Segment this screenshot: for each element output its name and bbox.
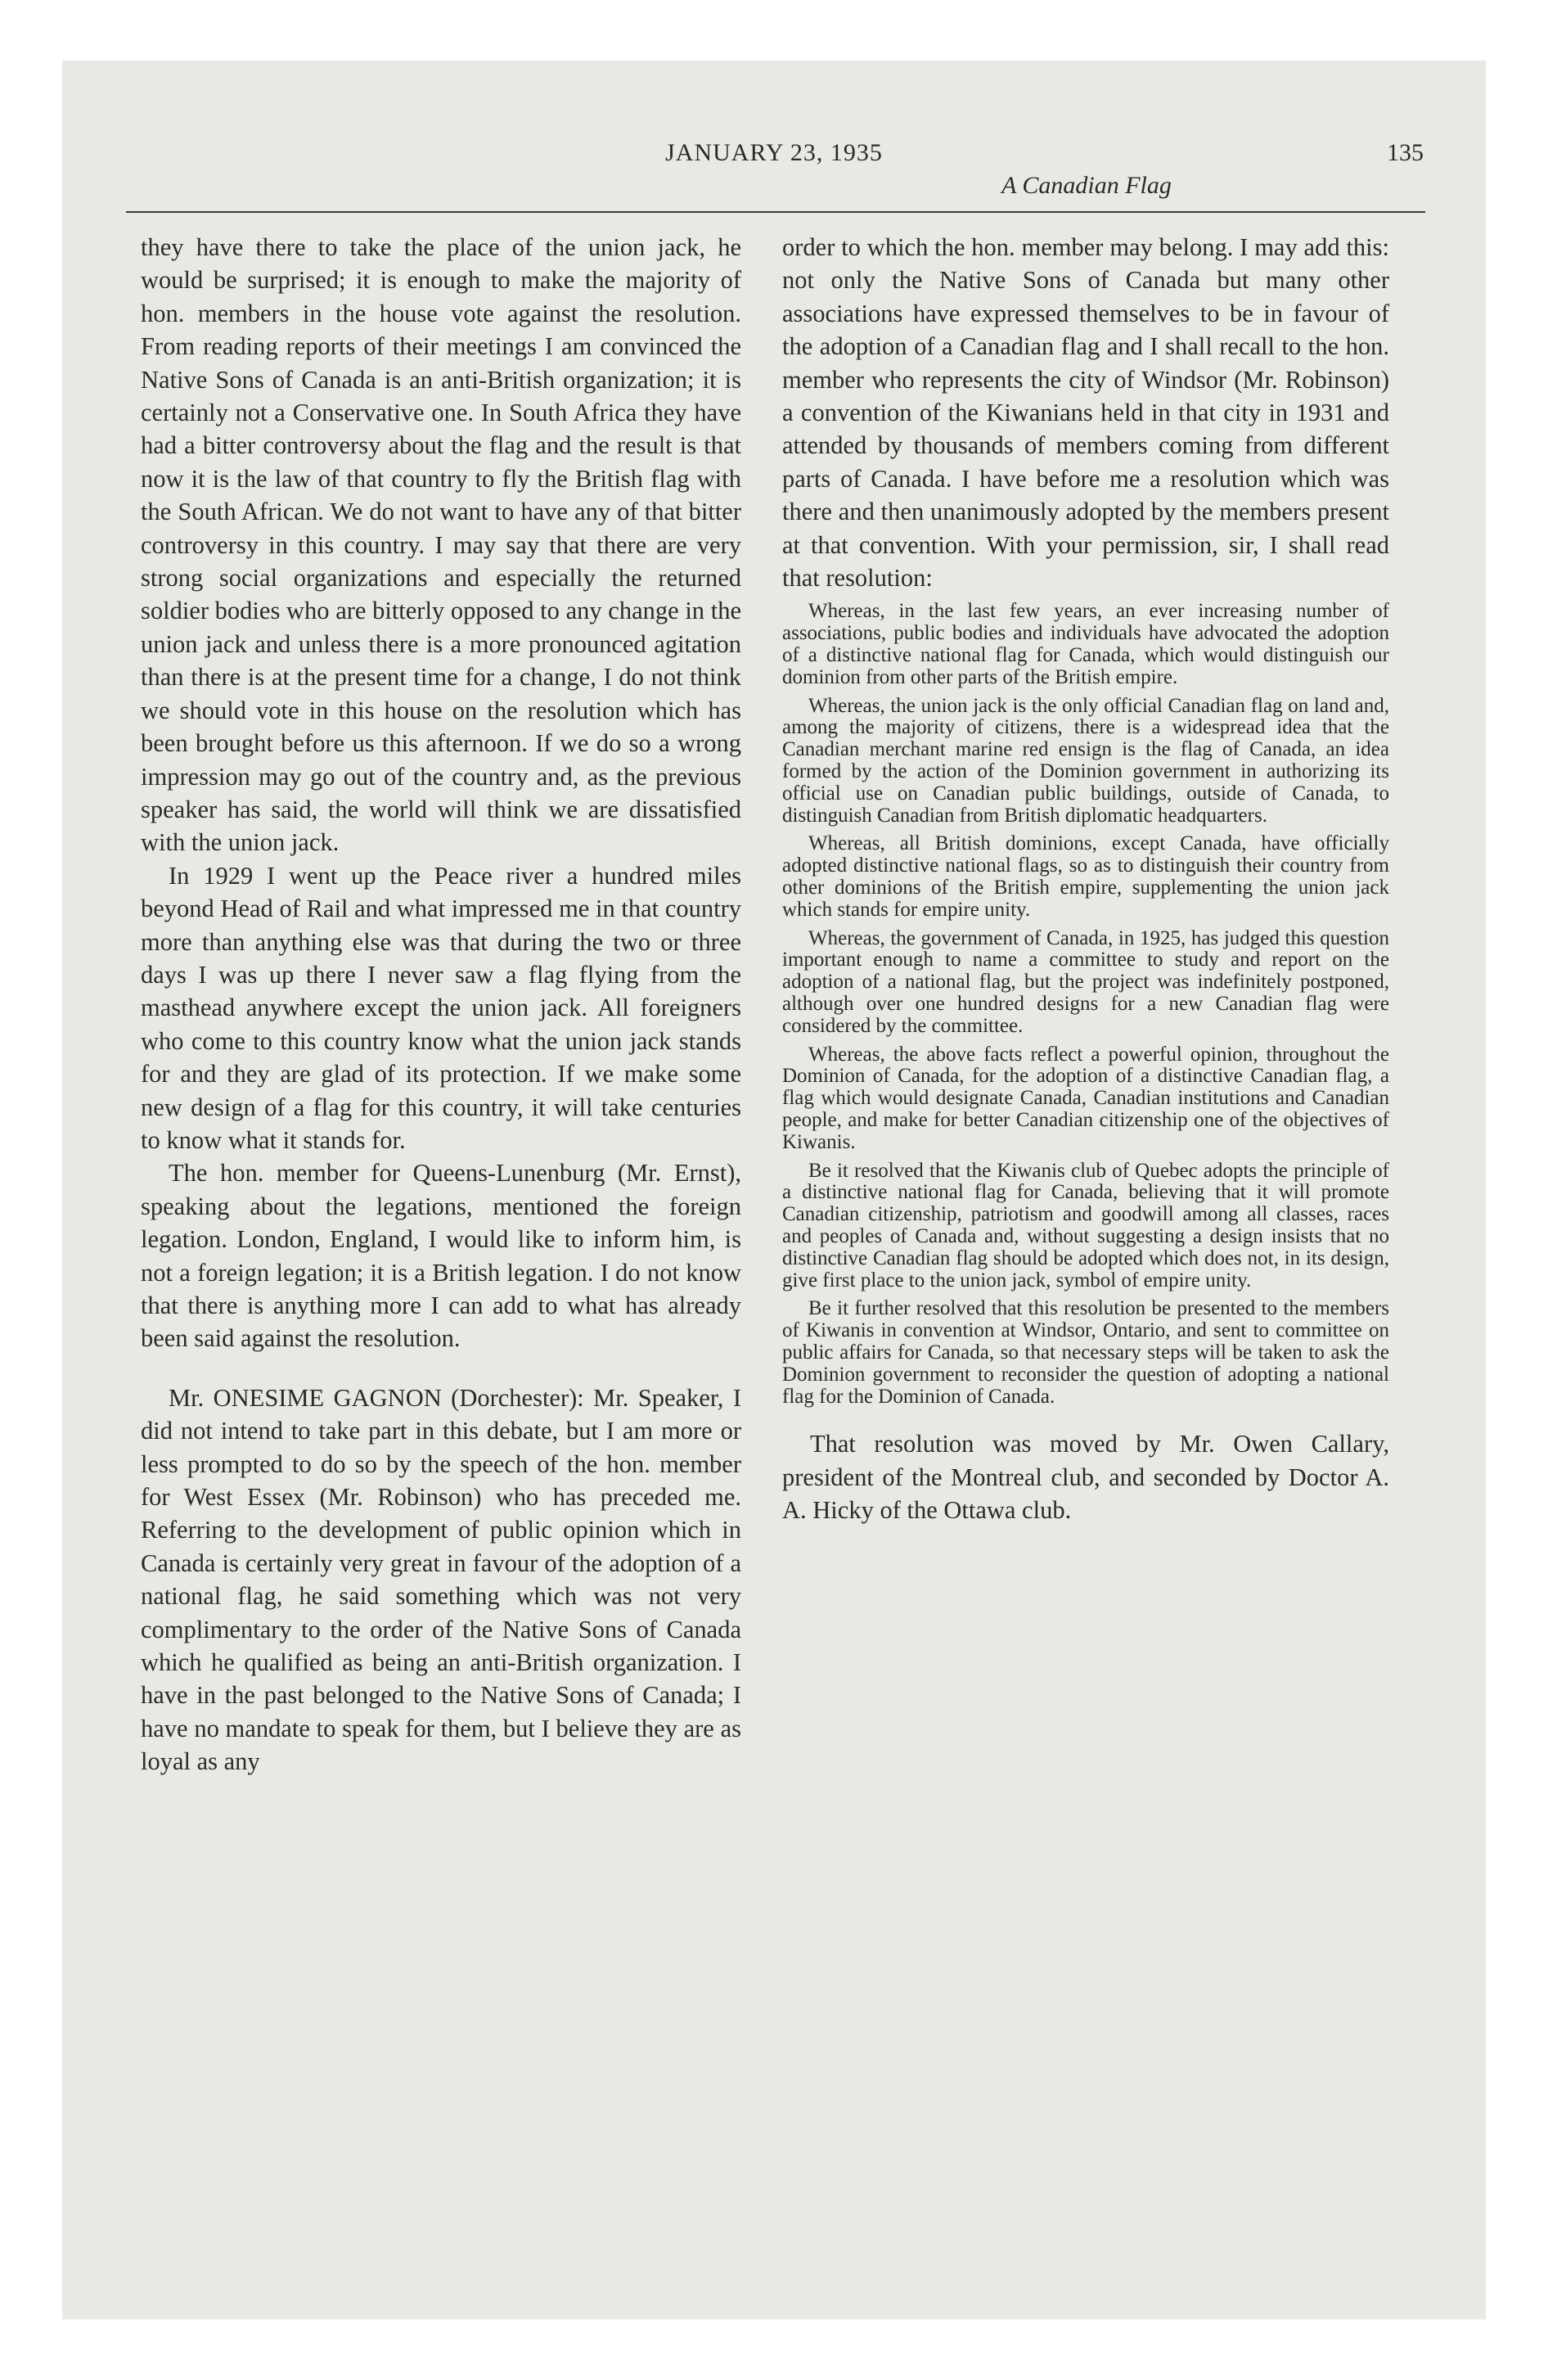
paragraph: order to which the hon. member may belong. I may add this: not only the Native Sons of Canada but many other associations have expressed themselves to be in favour of the adoption of a Canadian flag and I shall recall to the hon. member who represents the city of Windsor (Mr. Robinson) a convention of the Kiwanians held in that city in 1931 and attended by thousands of members coming from different parts of Canada. I have before me a resolution which was there and then unanimously adopted by the members present at that convention. With your permission, sir, I shall read that resolution: (782, 233, 1389, 593)
resolution-clause: Whereas, in the last few years, an ever increasing number of associations, public bodies and individuals have advocated the adoption of a distinctive national flag for Canada, which would distinguish our dominion from other parts of the British empire. (782, 600, 1389, 688)
paragraph: The hon. member for Queens-Lunenburg (Mr. Ernst), speaking about the legations, mentioned the foreign legation. London, England, I would like to inform him, is not a foreign legation; it is a British legation. I do not know that there is anything more I can add to what has already been said against the resolution. (141, 1159, 741, 1353)
scanned-page (62, 61, 1486, 2319)
right-column (782, 231, 1389, 1527)
resolution-clause: Whereas, the government of Canada, in 1925, has judged this question important enough to name a committee to study and report on the adoption of a national flag, but the project was indefinitely postponed, although over one hundred designs for a new Canadian flag were considered by the committee. (782, 926, 1389, 1037)
header-rule (126, 211, 1425, 213)
resolution-clause: Be it further resolved that this resolution be presented to the members of Kiwanis in convention at Windsor, Ontario, and sent to committee on public affairs for Canada, so that necessary steps will be taken to ask the Dominion government to reconsider the question of adopting a national flag for the Dominion of Canada. (782, 1297, 1389, 1408)
resolution-quote (782, 601, 1389, 1408)
page-number: 135 (1387, 139, 1424, 166)
header-subject: A Canadian Flag (1001, 172, 1172, 199)
resolution-clause: Whereas, all British dominions, except Canada, have officially adopted distinctive national flags, so as to distinguish their country from other dominions of the British empire, supplementing the union jack which stands for empire unity. (782, 832, 1389, 921)
paragraph: they have there to take the place of the union jack, he would be surprised; it is enough to make the majority of hon. members in the house vote against the resolution. From reading reports of their meetings I am convinced the Native Sons of Canada is an anti-British organization; it is certainly not a Conservative one. In South Africa they have had a bitter controversy about the flag and the result is that now it is the law of that country to fly the British flag with the South African. We do not want to have any of that bitter controversy in this country. I may say that there are very strong social organizations and especially the returned soldier bodies who are bitterly opposed to any change in the union jack and unless there is a more pronounced agitation than there is at the present time for a change, I do not think we should vote in this house on the resolution which has been brought before us this afternoon. If we do so a wrong impression may go out of the country and, as the previous speaker has said, the world will think we are dissatisfied with the union jack. (141, 233, 741, 857)
speaker-paragraph: Mr. ONESIME GAGNON (Dorchester): Mr. Speaker, I did not intend to take part in this debate, but I am more or less prompted to do so by the speech of the hon. member for West Essex (Mr. Robinson) who has preceded me. Referring to the development of public opinion which in Canada is certainly very great in favour of the adoption of a national flag, he said something which was not very complimentary to the order of the Native Sons of Canada which he qualified as being an anti-British organization. I have in the past belonged to the Native Sons of Canada; I have no mandate to speak for them, but I believe they are as loyal as any (141, 1383, 741, 1776)
closing-paragraph: That resolution was moved by Mr. Owen Callary, president of the Montreal club, and seconded by Doctor A. A. Hicky of the Ottawa club. (782, 1430, 1389, 1525)
header-date: JANUARY 23, 1935 (665, 139, 883, 166)
resolution-clause: Whereas, the union jack is the only official Canadian flag on land and, among the majority of citizens, there is a widespread idea that the Canadian merchant marine red ensign is the flag of Canada, an idea formed by the action of the Dominion government in authorizing its official use on Canadian public buildings, outside of Canada, to distinguish Canadian from British diplomatic headquarters. (782, 694, 1389, 827)
resolution-clause: Be it resolved that the Kiwanis club of Quebec adopts the principle of a distinctive national flag for Canada, believing that it will promote Canadian citizenship, patriotism and goodwill among all classes, races and peoples of Canada and, without suggesting a design insists that no distinctive Canadian flag should be adopted which does not, in its design, give first place to the union jack, symbol of empire unity. (782, 1159, 1389, 1291)
resolution-clause: Whereas, the above facts reflect a powerful opinion, throughout the Dominion of Canada, for the adoption of a distinctive Canadian flag, a flag which would designate Canada, Canadian institutions and Canadian people, and make for better Canadian citizenship one of the objectives of Kiwanis. (782, 1043, 1389, 1153)
running-header (62, 139, 1486, 198)
paragraph: In 1929 I went up the Peace river a hundred miles beyond Head of Rail and what impressed me in that country more than anything else was that during the two or three days I was up there I never saw a flag flying from the masthead anywhere except the union jack. All foreigners who come to this country know what the union jack stands for and they are glad of its protection. If we make some new design of a flag for this country, it will take centuries to know what it stands for. (141, 861, 741, 1154)
left-column (141, 231, 741, 1778)
